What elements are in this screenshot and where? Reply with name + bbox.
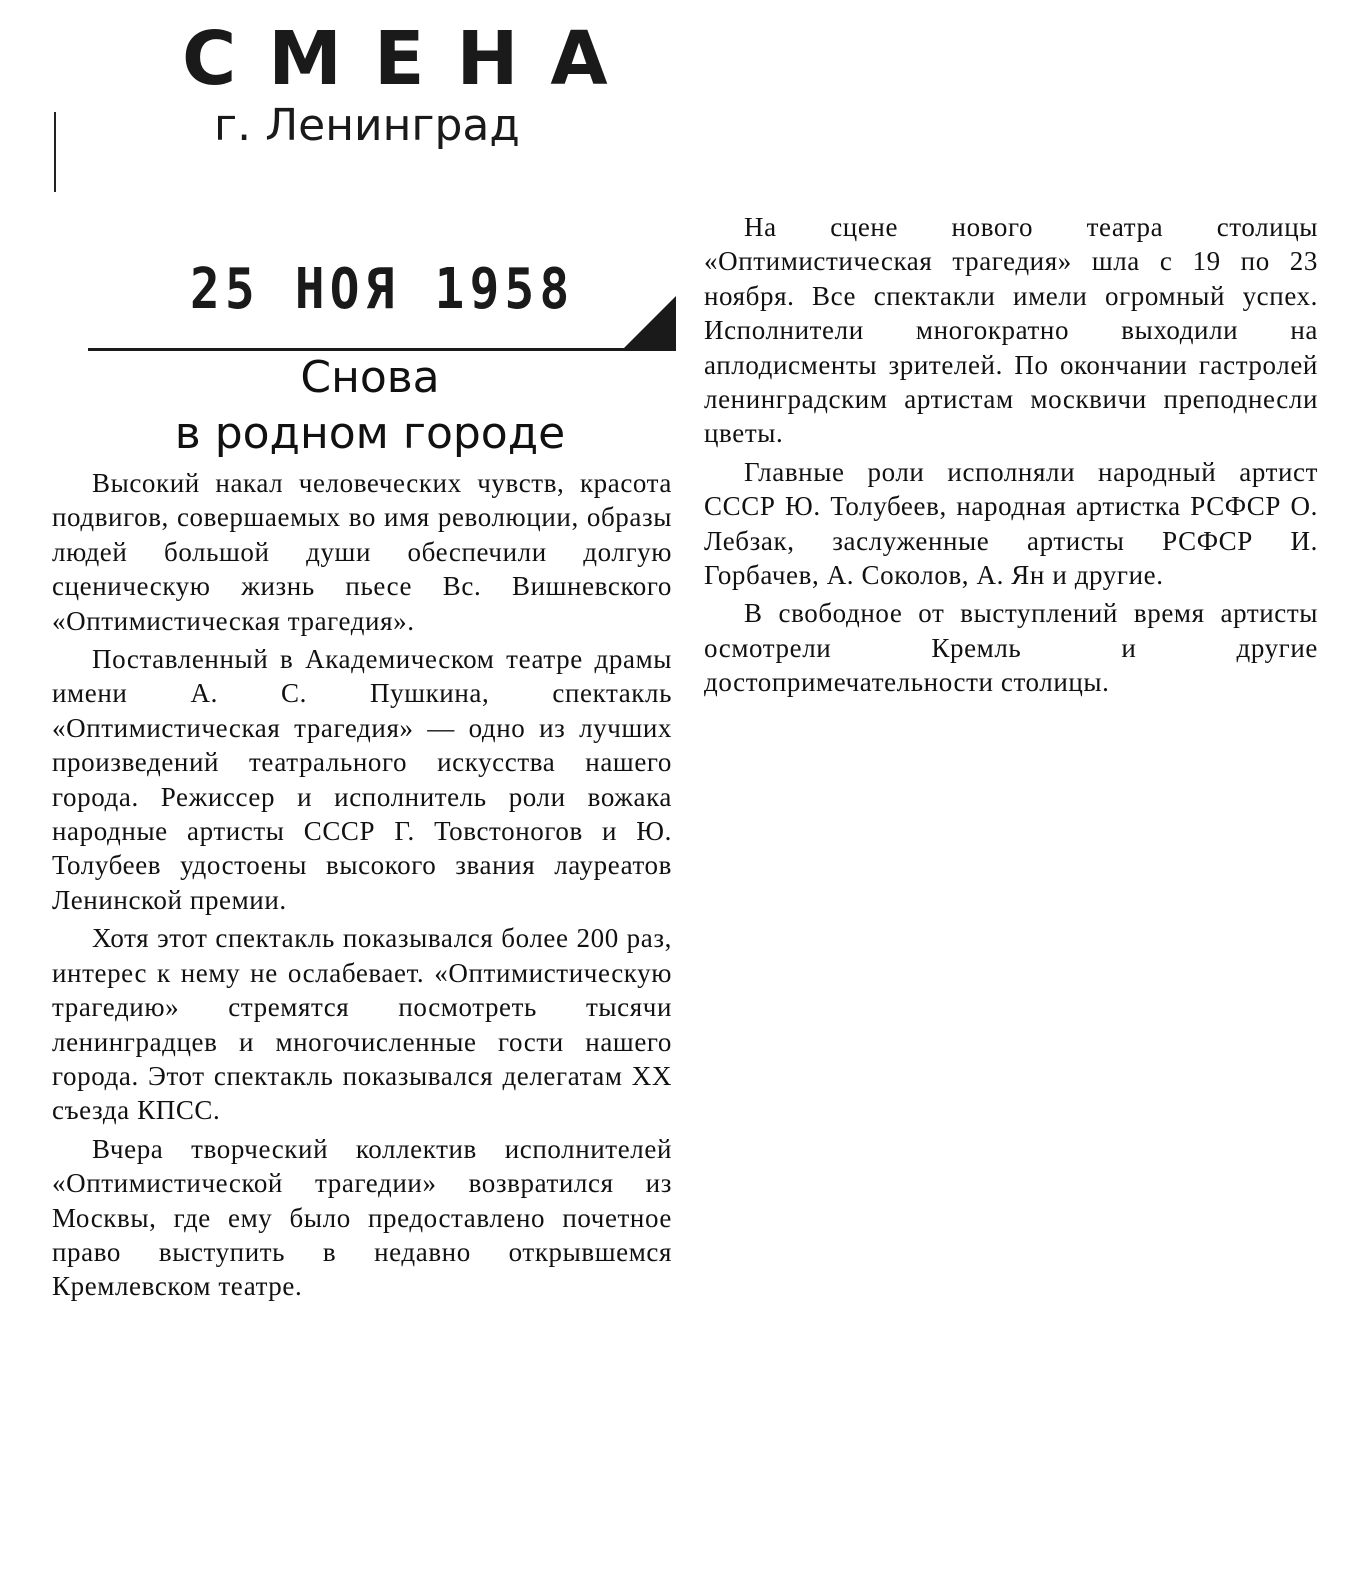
paragraph: Поставленный в Академическом театре драмы имени А. С. Пушкина, спектакль «Оптимистическая трагедия» — одно из лучших произведений театрального искусства нашего города. Режиссер и исполнитель роли вожака народные артисты СССР Г. Товстоногов и Ю. Толубеев удостоены высокого звания лауреатов Ленинской премии. (52, 644, 672, 915)
article-headline (60, 350, 680, 462)
newspaper-name-stamp: СМЕНА (182, 16, 640, 102)
paragraph: Высокий накал человеческих чувств, красота подвигов, совершаемых во имя революции, образы людей большой души обеспечили долгую сценическую жизнь пьесе Вс. Вишневского «Оптимистическая трагедия». (52, 468, 672, 636)
article-left-column (52, 466, 672, 1308)
paragraph: Хотя этот спектакль показывался более 200 раз, интерес к нему не ослабевает. «Оптимистическую трагедию» стремятся посмотреть тысячи ленинградцев и многочисленные гости нашего города. Этот спектакль показывался делегатам XX съезда КПСС. (52, 923, 672, 1126)
headline-line-1: Снова (300, 352, 440, 403)
headline-wedge (622, 296, 676, 350)
paragraph: Главные роли исполняли народный артист СССР Ю. Толубеев, народная артистка РСФСР О. Лебзак, заслуженные артисты РСФСР И. Горбачев, А. Соколов, А. Ян и другие. (704, 456, 1318, 591)
paragraph: На сцене нового театра столицы «Оптимистическая трагедия» шла с 19 по 23 ноября. Все спектакли имели огромный успех. Исполнители многократно выходили на аплодисменты зрителей. По окончании гастролей ленинградским артистам москвичи преподнесли цветы. (704, 212, 1318, 449)
paragraph: Вчера творческий коллектив исполнителей «Оптимистической трагедии» возвратился из Москвы, где ему было предоставлено почетное право выступить в недавно открывшемся Кремлевском театре. (52, 1133, 672, 1302)
headline-line-2: в родном городе (174, 408, 566, 459)
paragraph: В свободное от выступлений время артисты осмотрели Кремль и другие достопримечательности столицы. (704, 598, 1318, 698)
date-stamp: 25 НОЯ 1958 (190, 257, 575, 322)
city-stamp: г. Ленинград (214, 100, 520, 151)
article-right-column (704, 210, 1318, 704)
left-margin-rule (54, 112, 56, 192)
